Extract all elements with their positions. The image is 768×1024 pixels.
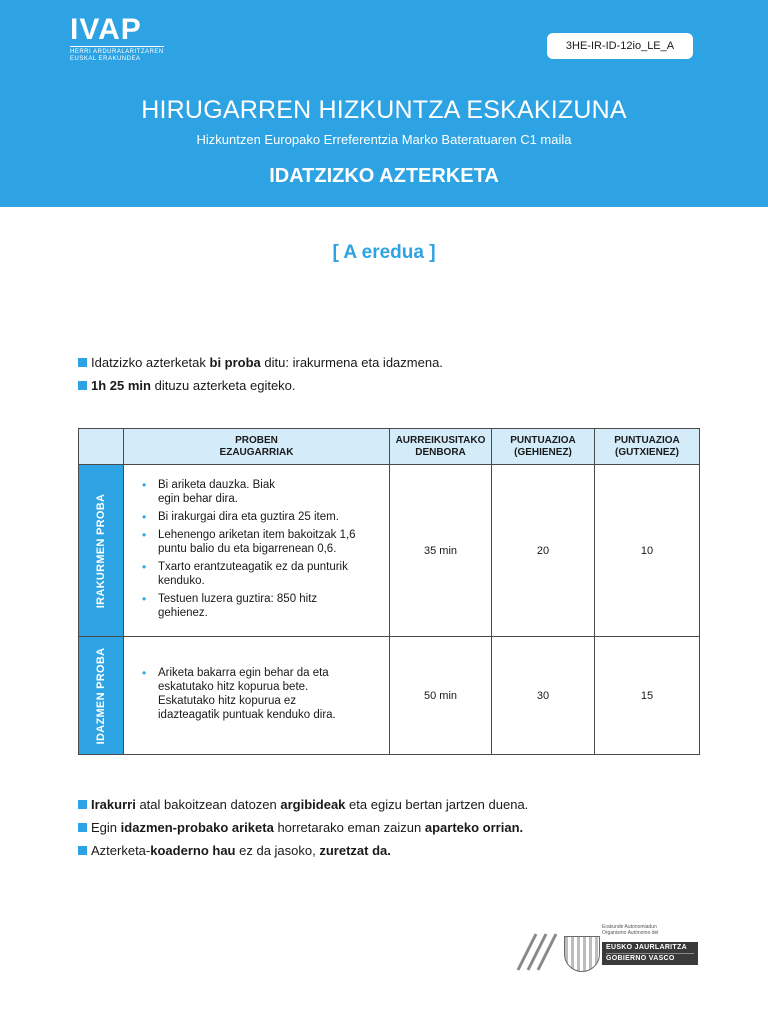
gov-line-2: GOBIERNO VASCO [606, 955, 675, 962]
max-cell: 30 [492, 637, 595, 755]
intro-list [78, 351, 443, 397]
intro-line-1 [78, 351, 443, 374]
header-min-text: PUNTUAZIOA (GUTXIENEZ) [614, 434, 680, 458]
exam-table [78, 428, 700, 755]
logo-word: IVAP [70, 13, 142, 46]
slashes-icon [514, 932, 562, 972]
header-min [595, 429, 700, 465]
intro-1a: Idatzizko azterketak [91, 355, 206, 370]
header-banner [0, 0, 768, 207]
row-label: IDAZMEN PROBA [95, 647, 107, 744]
instruction-line-1 [78, 793, 528, 816]
max-cell: 20 [492, 465, 595, 637]
outro-3a: Azterketa- [91, 843, 151, 858]
outro-1d: eta egizu bertan jartzen duena. [349, 797, 529, 812]
list-item: • Bi ariketa dauzka. Biak egin behar dira. [140, 478, 377, 506]
instruction-line-3 [78, 839, 528, 862]
outro-3c: ez da jasoko, [239, 843, 316, 858]
outro-2d: aparteko orrian. [424, 820, 524, 835]
min-cell: 15 [595, 637, 700, 755]
square-bullet-icon [78, 800, 87, 809]
intro-2b: dituzu azterketa egiteko. [154, 378, 296, 393]
list-item: • Testuen luzera guztira: 850 hitz gehienez. [140, 592, 377, 620]
header-max [492, 429, 595, 465]
features-list [140, 666, 377, 722]
header-max-text: PUNTUAZIOA (GEHIENEZ) [510, 434, 576, 458]
outro-2c: horretarako eman zaizun [277, 820, 422, 835]
min-cell: 10 [595, 465, 700, 637]
intro-2a: 1h 25 min [91, 378, 151, 393]
list-item: • Lehenengo ariketan item bakoitzak 1,6 puntu balio du eta bigarrenean 0,6. [140, 528, 377, 556]
outro-2a: Egin [91, 820, 118, 835]
features-cell [124, 465, 390, 637]
outro-1c: argibideak [280, 797, 346, 812]
square-bullet-icon [78, 381, 87, 390]
logo-divider [70, 46, 164, 47]
features-cell [124, 637, 390, 755]
header-features-text: PROBEN EZAUGARRIAK [219, 434, 294, 458]
logo-sub-2: EUSKAL ERAKUNDEA [70, 56, 141, 62]
intro-1c: ditu: irakurmena eta idazmena. [264, 355, 443, 370]
page-subtitle: Hizkuntzen Europako Erreferentzia Marko Bateratuaren C1 maila [196, 132, 572, 147]
outro-1a: Irakurri [91, 797, 136, 812]
time-cell: 35 min [390, 465, 492, 637]
list-item: • Txarto erantzuteagatik ez da punturik kenduko. [140, 560, 377, 588]
row-label: IRAKURMEN PROBA [95, 493, 107, 608]
header-features [124, 429, 390, 465]
header-time [390, 429, 492, 465]
row-label-cell [79, 637, 124, 755]
table-row [79, 637, 700, 755]
instruction-line-2 [78, 816, 528, 839]
table-corner [79, 429, 124, 465]
intro-1b: bi proba [209, 355, 261, 370]
row-label-cell [79, 465, 124, 637]
features-list [140, 478, 377, 620]
outro-3d: zuretzat da. [319, 843, 391, 858]
coat-of-arms-icon [564, 936, 600, 972]
logo-sub-1: HERRI ARDURALARITZAREN [70, 49, 164, 55]
square-bullet-icon [78, 823, 87, 832]
list-item: • Bi irakurgai dira eta guztira 25 item. [140, 510, 377, 524]
exam-title: IDATZIZKO AZTERKETA [269, 165, 499, 187]
outro-2b: idazmen-probako ariketa [120, 820, 274, 835]
square-bullet-icon [78, 846, 87, 855]
table-row [79, 465, 700, 637]
outro-1b: atal bakoitzean datozen [139, 797, 277, 812]
gov-name-box [602, 942, 698, 965]
outro-3b: koaderno hau [150, 843, 236, 858]
page-title: HIRUGARREN HIZKUNTZA ESKAKIZUNA [141, 96, 627, 124]
model-label: [ A eredua ] [332, 242, 436, 263]
ivap-logo [70, 13, 164, 63]
government-logo [514, 924, 698, 972]
list-item: • Ariketa bakarra egin behar da eta eskatutako hitz kopurua bete. Eskatutako hitz kopurua ez idazteagatik puntuak kenduko dira. [140, 666, 377, 722]
gov-small-text: Erakunde Autonomiadun Organismo Autónomo del [602, 924, 659, 936]
gov-line-1: EUSKO JAURLARITZA [606, 943, 694, 954]
header-time-text: AURREIKUSITAKO DENBORA [395, 434, 486, 458]
intro-line-2 [78, 374, 443, 397]
instructions-list [78, 793, 528, 862]
square-bullet-icon [78, 358, 87, 367]
time-cell: 50 min [390, 637, 492, 755]
document-code: 3HE-IR-ID-12io_LE_A [547, 33, 693, 59]
